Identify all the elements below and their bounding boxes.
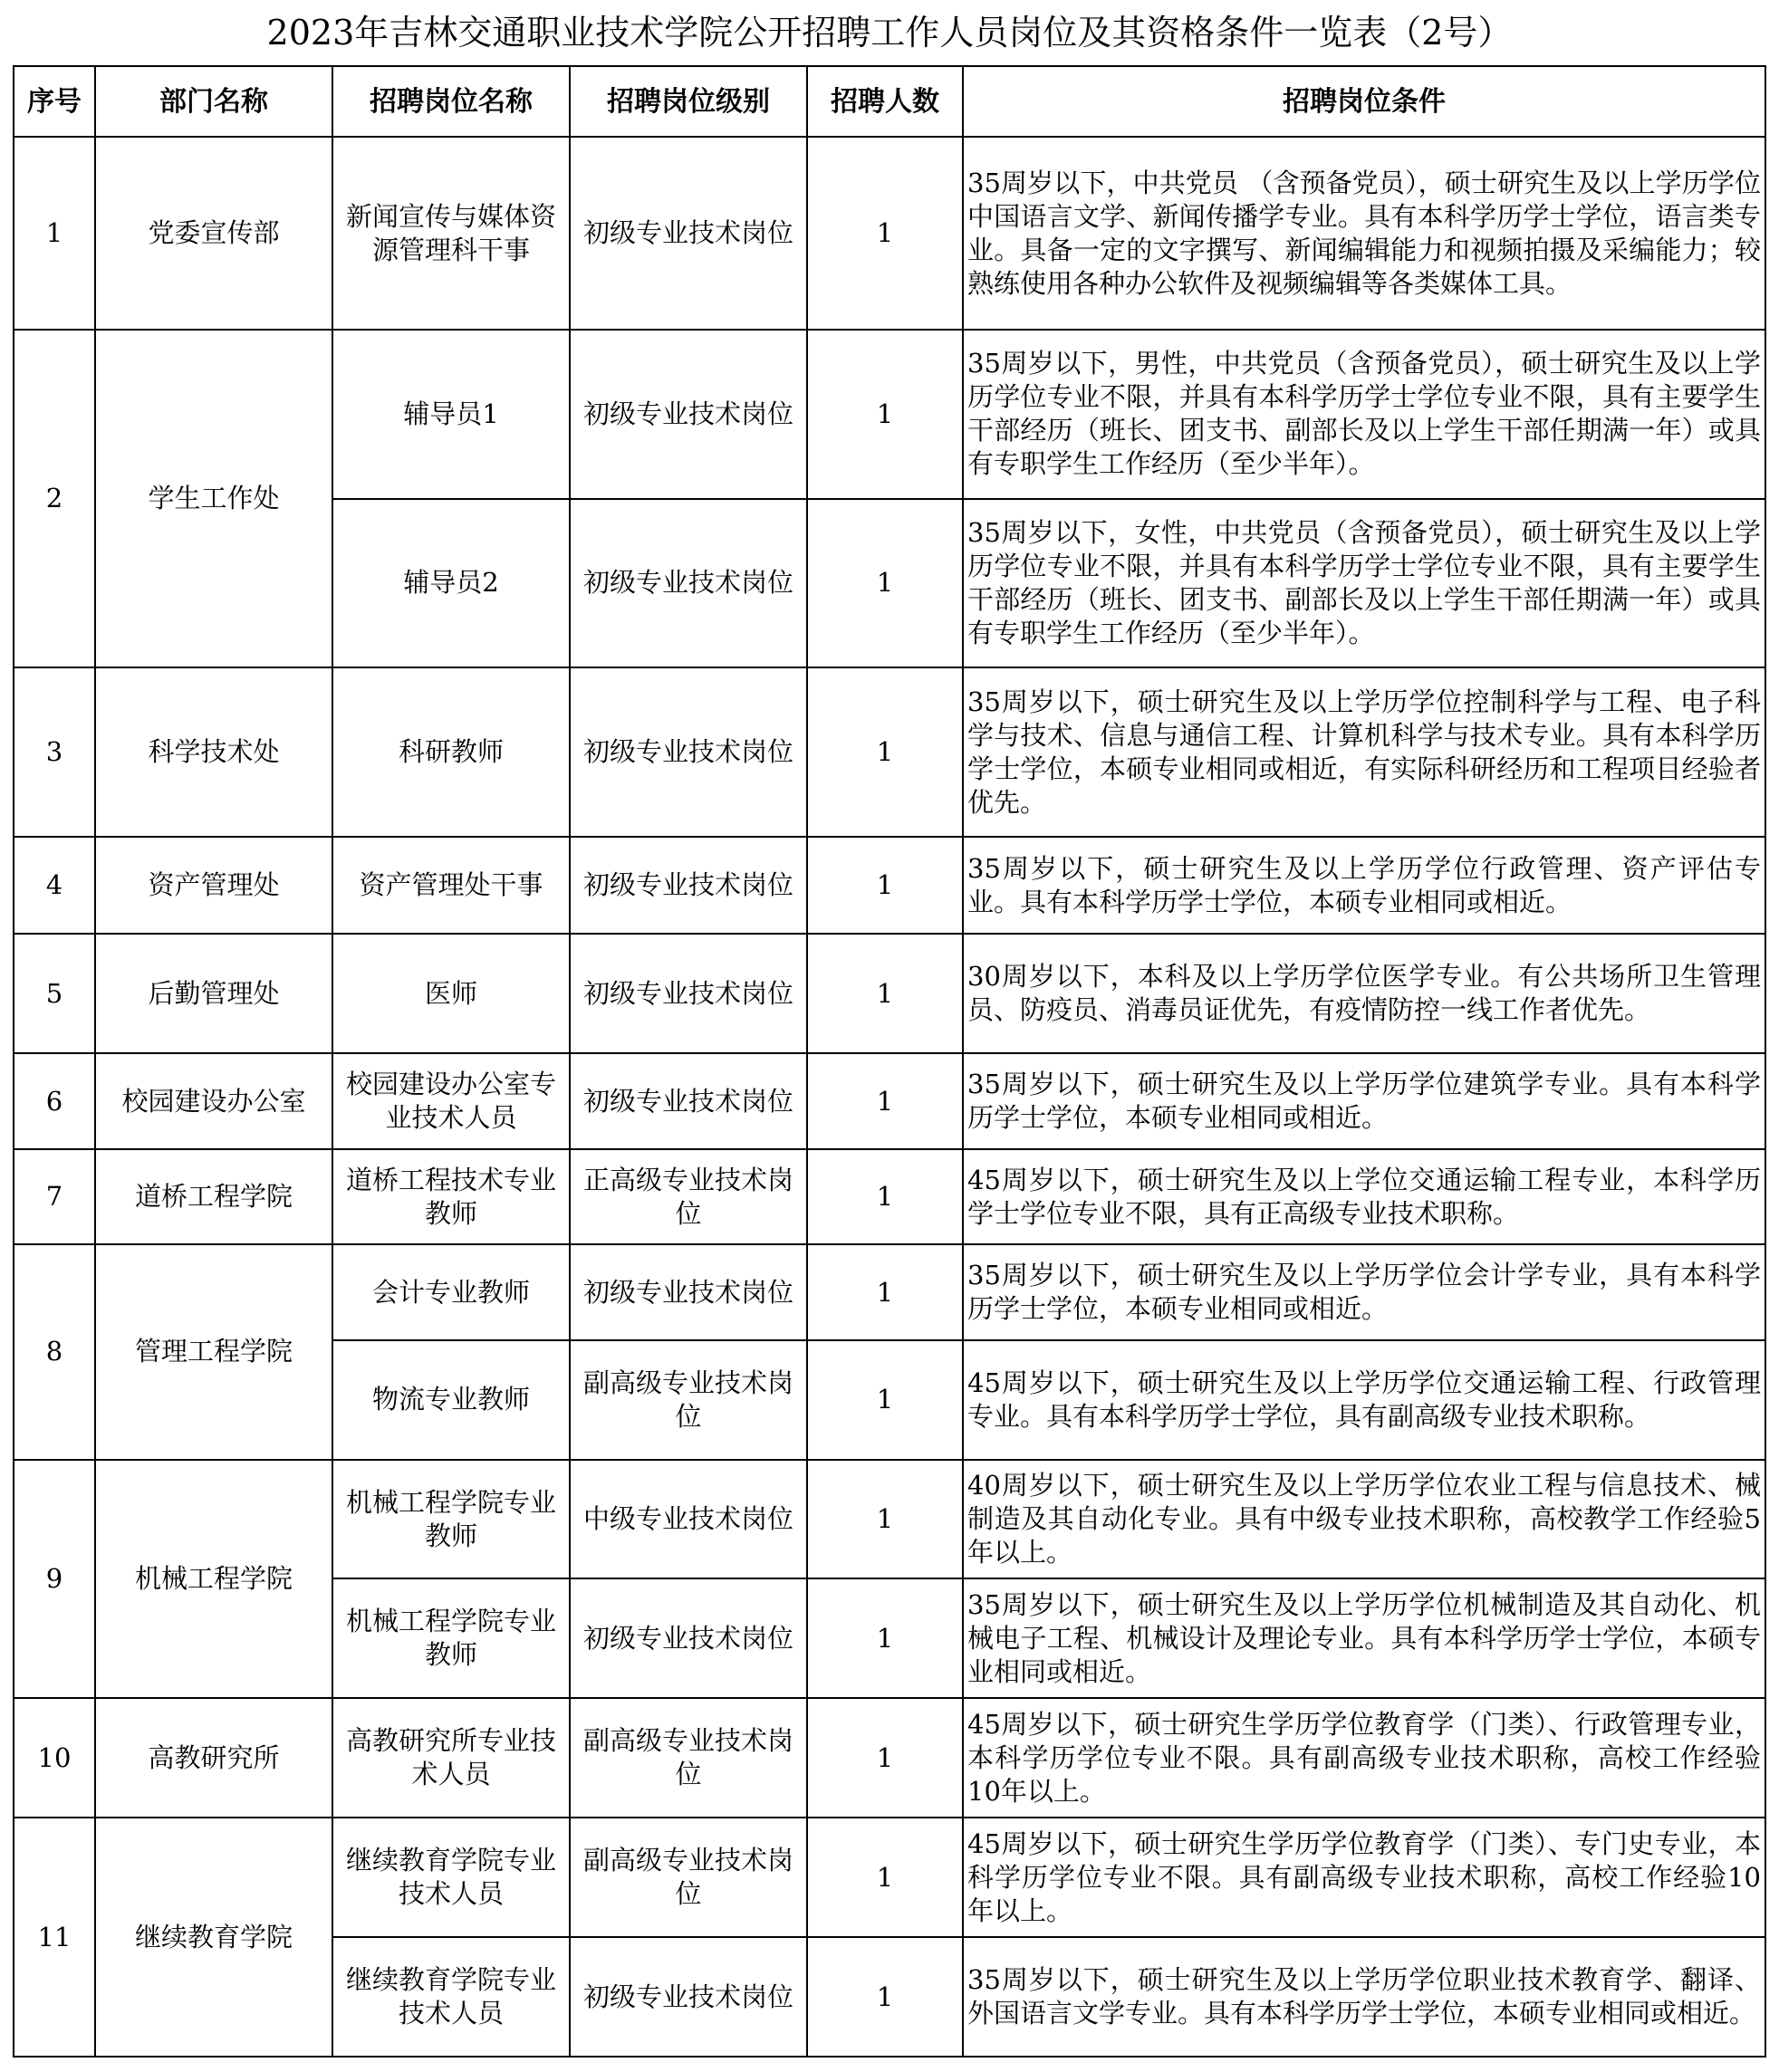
department-name: 校园建设办公室 — [95, 1053, 332, 1148]
table-row — [14, 1818, 1765, 1937]
header-row — [14, 66, 1765, 137]
header-position: 招聘岗位名称 — [332, 66, 570, 137]
position-level: 初级专业技术岗位 — [570, 1578, 807, 1698]
headcount: 1 — [807, 1937, 963, 2057]
position-requirements: 35周岁以下，男性，中共党员（含预备党员），硕士研究生及以上学历学位专业不限，并具有本科学历学士学位专业不限，具有主要学生干部经历（班长、团支书、副部长及以上学生干部任期满一年）或具有专职学生工作经历（至少半年）。 — [963, 330, 1765, 499]
position-level: 副高级专业技术岗位 — [570, 1698, 807, 1818]
position-level: 初级专业技术岗位 — [570, 1937, 807, 2057]
position-name: 校园建设办公室专业技术人员 — [332, 1053, 570, 1148]
position-requirements: 45周岁以下，硕士研究生学历学位教育学（门类）、专门史专业，本科学历学位专业不限。具有副高级专业技术职称，高校工作经验10年以上。 — [963, 1818, 1765, 1937]
table-row — [14, 1698, 1765, 1818]
row-number: 7 — [14, 1149, 95, 1244]
position-name: 医师 — [332, 934, 570, 1053]
department-name: 党委宣传部 — [95, 137, 332, 330]
table-row — [14, 667, 1765, 837]
position-requirements: 40周岁以下，硕士研究生及以上学历学位农业工程与信息技术、械制造及其自动化专业。具有中级专业技术职称，高校教学工作经验5年以上。 — [963, 1460, 1765, 1579]
department-name: 继续教育学院 — [95, 1818, 332, 2057]
headcount: 1 — [807, 137, 963, 330]
position-requirements: 35周岁以下，硕士研究生及以上学历学位会计学专业，具有本科学历学士学位，本硕专业相同或相近。 — [963, 1244, 1765, 1339]
headcount: 1 — [807, 837, 963, 935]
position-name: 新闻宣传与媒体资源管理科干事 — [332, 137, 570, 330]
department-name: 高教研究所 — [95, 1698, 332, 1818]
position-name: 机械工程学院专业教师 — [332, 1578, 570, 1698]
position-requirements: 45周岁以下，硕士研究生及以上学历学位交通运输工程、行政管理专业。具有本科学历学士学位，具有副高级专业技术职称。 — [963, 1340, 1765, 1460]
position-name: 继续教育学院专业技术人员 — [332, 1818, 570, 1937]
position-name: 辅导员1 — [332, 330, 570, 499]
position-name: 机械工程学院专业教师 — [332, 1460, 570, 1579]
position-level: 副高级专业技术岗位 — [570, 1818, 807, 1937]
header-requirements: 招聘岗位条件 — [963, 66, 1765, 137]
position-name: 会计专业教师 — [332, 1244, 570, 1339]
headcount: 1 — [807, 934, 963, 1053]
position-name: 辅导员2 — [332, 499, 570, 668]
position-requirements: 35周岁以下，中共党员 （含预备党员），硕士研究生及以上学历学位中国语言文学、新闻传播学专业。具有本科学历学士学位，语言类专业。具备一定的文字撰写、新闻编辑能力和视频拍摄及采编能力；较熟练使用各种办公软件及视频编辑等各类媒体工具。 — [963, 137, 1765, 330]
department-name: 道桥工程学院 — [95, 1149, 332, 1244]
headcount: 1 — [807, 1053, 963, 1148]
position-requirements: 35周岁以下，硕士研究生及以上学历学位行政管理、资产评估专业。具有本科学历学士学位，本硕专业相同或相近。 — [963, 837, 1765, 935]
position-level: 正高级专业技术岗位 — [570, 1149, 807, 1244]
position-requirements: 35周岁以下，硕士研究生及以上学历学位控制科学与工程、电子科学与技术、信息与通信工程、计算机科学与技术专业。具有本科学历学士学位，本硕专业相同或相近，有实际科研经历和工程项目经验者优先。 — [963, 667, 1765, 837]
department-name: 机械工程学院 — [95, 1460, 332, 1699]
headcount: 1 — [807, 1460, 963, 1579]
row-number: 2 — [14, 330, 95, 667]
position-level: 初级专业技术岗位 — [570, 137, 807, 330]
department-name: 资产管理处 — [95, 837, 332, 935]
table-row — [14, 1460, 1765, 1579]
headcount: 1 — [807, 1578, 963, 1698]
department-name: 管理工程学院 — [95, 1244, 332, 1459]
row-number: 11 — [14, 1818, 95, 2057]
headcount: 1 — [807, 667, 963, 837]
position-level: 初级专业技术岗位 — [570, 667, 807, 837]
position-name: 道桥工程技术专业教师 — [332, 1149, 570, 1244]
position-requirements: 35周岁以下，硕士研究生及以上学历学位职业技术教育学、翻译、外国语言文学专业。具有本科学历学士学位，本硕专业相同或相近。 — [963, 1937, 1765, 2057]
position-name: 物流专业教师 — [332, 1340, 570, 1460]
header-level: 招聘岗位级别 — [570, 66, 807, 137]
table-row — [14, 1244, 1765, 1339]
position-name: 继续教育学院专业技术人员 — [332, 1937, 570, 2057]
position-requirements: 35周岁以下，硕士研究生及以上学历学位机械制造及其自动化、机械电子工程、机械设计及理论专业。具有本科学历学士学位，本硕专业相同或相近。 — [963, 1578, 1765, 1698]
recruitment-table — [13, 65, 1766, 2058]
position-requirements: 30周岁以下，本科及以上学历学位医学专业。有公共场所卫生管理员、防疫员、消毒员证优先，有疫情防控一线工作者优先。 — [963, 934, 1765, 1053]
row-number: 1 — [14, 137, 95, 330]
position-level: 初级专业技术岗位 — [570, 934, 807, 1053]
department-name: 后勤管理处 — [95, 934, 332, 1053]
headcount: 1 — [807, 499, 963, 668]
position-requirements: 35周岁以下，硕士研究生及以上学历学位建筑学专业。具有本科学历学士学位，本硕专业相同或相近。 — [963, 1053, 1765, 1148]
position-requirements: 45周岁以下，硕士研究生学历学位教育学（门类）、行政管理专业，本科学历学位专业不限。具有副高级专业技术职称，高校工作经验10年以上。 — [963, 1698, 1765, 1818]
position-level: 初级专业技术岗位 — [570, 1244, 807, 1339]
table-row — [14, 837, 1765, 935]
position-level: 副高级专业技术岗位 — [570, 1340, 807, 1460]
position-name: 科研教师 — [332, 667, 570, 837]
headcount: 1 — [807, 1340, 963, 1460]
table-row — [14, 1149, 1765, 1244]
position-requirements: 35周岁以下，女性，中共党员（含预备党员），硕士研究生及以上学历学位专业不限，并具有本科学历学士学位专业不限，具有主要学生干部经历（班长、团支书、副部长及以上学生干部任期满一年）或具有专职学生工作经历（至少半年）。 — [963, 499, 1765, 668]
position-name: 资产管理处干事 — [332, 837, 570, 935]
header-count: 招聘人数 — [807, 66, 963, 137]
row-number: 9 — [14, 1460, 95, 1699]
row-number: 10 — [14, 1698, 95, 1818]
header-no: 序号 — [14, 66, 95, 137]
headcount: 1 — [807, 1818, 963, 1937]
row-number: 4 — [14, 837, 95, 935]
department-name: 科学技术处 — [95, 667, 332, 837]
position-level: 初级专业技术岗位 — [570, 499, 807, 668]
header-dept: 部门名称 — [95, 66, 332, 137]
row-number: 5 — [14, 934, 95, 1053]
position-level: 初级专业技术岗位 — [570, 1053, 807, 1148]
row-number: 6 — [14, 1053, 95, 1148]
table-row — [14, 137, 1765, 330]
row-number: 3 — [14, 667, 95, 837]
page-title: 2023年吉林交通职业技术学院公开招聘工作人员岗位及其资格条件一览表（2号） — [266, 13, 1513, 53]
table-row — [14, 330, 1765, 499]
position-level: 中级专业技术岗位 — [570, 1460, 807, 1579]
table-row — [14, 934, 1765, 1053]
headcount: 1 — [807, 330, 963, 499]
row-number: 8 — [14, 1244, 95, 1459]
department-name: 学生工作处 — [95, 330, 332, 667]
position-level: 初级专业技术岗位 — [570, 837, 807, 935]
position-name: 高教研究所专业技术人员 — [332, 1698, 570, 1818]
position-level: 初级专业技术岗位 — [570, 330, 807, 499]
position-requirements: 45周岁以下，硕士研究生及以上学位交通运输工程专业，本科学历学士学位专业不限，具有正高级专业技术职称。 — [963, 1149, 1765, 1244]
table-row — [14, 1053, 1765, 1148]
headcount: 1 — [807, 1698, 963, 1818]
headcount: 1 — [807, 1149, 963, 1244]
headcount: 1 — [807, 1244, 963, 1339]
